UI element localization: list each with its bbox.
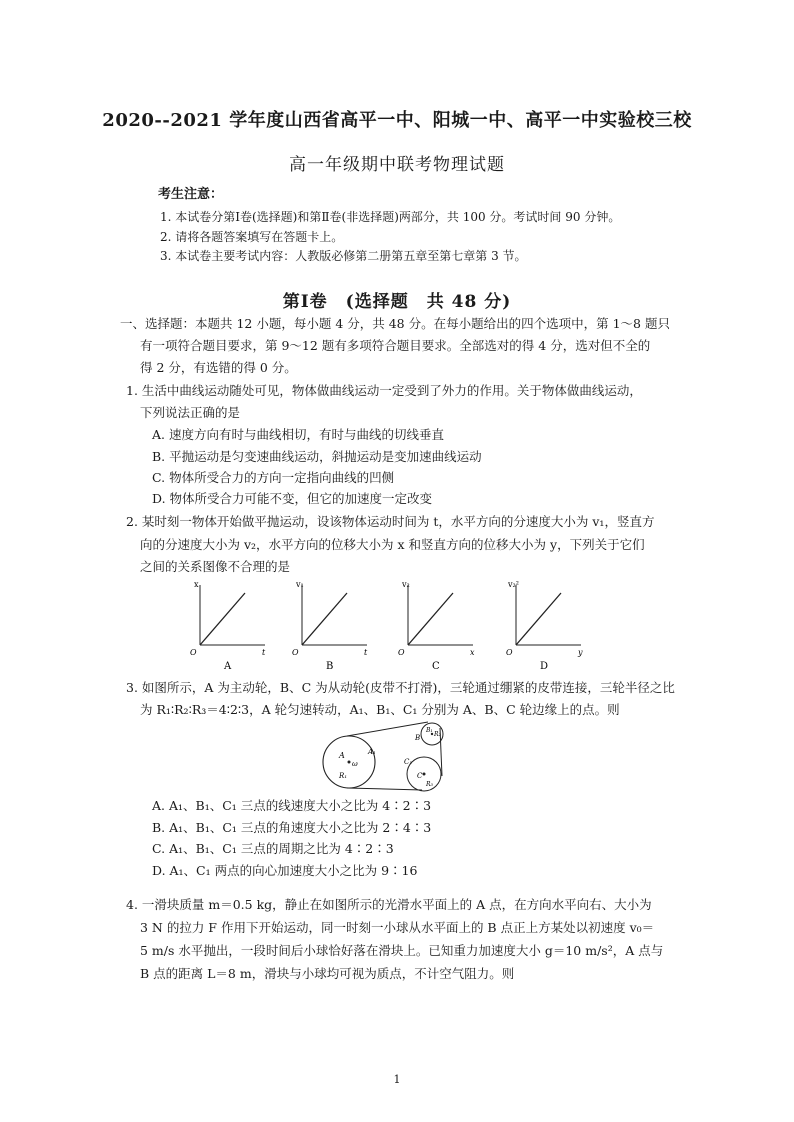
graph-b-ylabel: v₁ [296, 580, 304, 589]
question-1-option-c: C. 物体所受合力的方向一定指向曲线的凹侧 [152, 470, 395, 485]
title-line-2: 高一年级期中联考物理试题 [289, 155, 505, 175]
question-1-option-d: D. 物体所受合力可能不变，但它的加速度一定改变 [152, 491, 433, 506]
graph-d [506, 580, 583, 672]
question-2-stem: 向的分速度大小为 v₂，水平方向的位移大小为 x 和竖直方向的位移大小为 y，下列关于它们 [140, 537, 645, 552]
svg-text:C: C [417, 772, 423, 780]
svg-text:A₁: A₁ [368, 748, 376, 756]
question-3-option-b: B. A₁、B₁、C₁ 三点的角速度大小之比为 2∶4∶3 [152, 820, 432, 835]
svg-text:ω: ω [352, 760, 358, 768]
graph-a-origin: O [190, 648, 197, 657]
graph-c-xlabel: x [470, 648, 475, 657]
question-4-stem: 4. 一滑块质量 m＝0.5 kg，静止在如图所示的光滑水平面上的 A 点，在方向水平向右、大小为 [126, 897, 652, 912]
graph-a-ylabel: x [194, 580, 199, 589]
question-2-stem: 2. 某时刻一物体开始做平抛运动，设该物体运动时间为 t，水平方向的分速度大小为 v₁，竖直方 [126, 514, 655, 529]
question-4-stem: 5 m/s 水平抛出，一段时间后小球恰好落在滑块上。已知重力加速度大小 g＝10 m/s²，A 点与 [140, 943, 664, 958]
question-4-stem: 3 N 的拉力 F 作用下开始运动，同一时刻一小球从水平面上的 B 点正上方某处以初速度 v₀＝ [140, 920, 655, 935]
graph-d-origin: O [506, 648, 513, 657]
graph-b-origin: O [292, 648, 299, 657]
svg-text:C₁: C₁ [404, 758, 413, 766]
section-instruction: 得 2 分，有选错的得 0 分。 [140, 360, 297, 375]
graph-a-xlabel: t [262, 648, 266, 657]
notice-item: 3. 本试卷主要考试内容：人教版必修第二册第五章至第七章第 3 节。 [160, 249, 527, 263]
graph-d-letter: D [540, 661, 549, 672]
graph-c-ylabel: v₂ [402, 580, 410, 589]
title-line-1: 2020--2021 学年度山西省高平一中、阳城一中、高平一中实验校三校 [102, 110, 692, 131]
svg-text:B: B [415, 734, 421, 742]
question-1-stem: 1. 生活中曲线运动随处可见，物体做曲线运动一定受到了外力的作用。关于物体做曲线运动， [126, 383, 642, 398]
notice-heading: 考生注意： [158, 187, 224, 202]
question-3-option-a: A. A₁、B₁、C₁ 三点的线速度大小之比为 4∶2∶3 [152, 798, 432, 813]
question-3-option-c: C. A₁、B₁、C₁ 三点的周期之比为 4∶2∶3 [152, 841, 394, 856]
svg-text:R₁: R₁ [339, 772, 348, 780]
section-instruction: 有一项符合题目要求，第 9～12 题有多项符合题目要求。全部选对的得 4 分，选对但不全的 [140, 338, 651, 353]
graph-b-xlabel: t [364, 648, 368, 657]
graph-d-ylabel: v₂² [508, 580, 519, 589]
question-3-stem: 为 R₁∶R₂∶R₃＝4∶2∶3，A 轮匀速转动，A₁、B₁、C₁ 分别为 A、B、C 轮边缘上的点。则 [140, 702, 620, 717]
question-3-option-d: D. A₁、C₁ 两点的向心加速度大小之比为 9∶16 [152, 863, 418, 878]
graph-c-origin: O [398, 648, 405, 657]
notice-item: 2. 请将各题答案填写在答题卡上。 [160, 230, 344, 244]
question-1-option-a: A. 速度方向有时与曲线相切，有时与曲线的切线垂直 [152, 427, 444, 442]
graph-a [190, 580, 266, 672]
graph-d-xlabel: y [578, 648, 583, 657]
svg-text:R₃: R₃ [426, 781, 433, 788]
question-2-graphs [180, 575, 600, 675]
graph-b-letter: B [326, 661, 334, 672]
graph-a-letter: A [224, 661, 232, 672]
graph-b [292, 580, 368, 672]
question-1-stem: 下列说法正确的是 [140, 405, 241, 420]
question-2-stem: 之间的关系图像不合理的是 [140, 559, 291, 574]
svg-text:B₁: B₁ [426, 727, 433, 734]
question-3-stem: 3. 如图所示，A 为主动轮，B、C 为从动轮(皮带不打滑)，三轮通过绷紧的皮带连接，三轮半径之比 [126, 680, 675, 695]
svg-text:A: A [339, 751, 345, 760]
question-1-option-b: B. 平抛运动是匀变速曲线运动，斜抛运动是变加速曲线运动 [152, 449, 482, 464]
question-4-stem: B 点的距离 L＝8 m，滑块与小球均可视为质点，不计空气阻力。则 [140, 966, 515, 981]
graph-c [398, 580, 475, 672]
notice-item: 1. 本试卷分第Ⅰ卷(选择题)和第Ⅱ卷(非选择题)两部分，共 100 分。考试时间 90 分钟。 [160, 210, 621, 224]
graph-c-letter: C [432, 661, 440, 672]
pulley-figure [322, 718, 458, 794]
svg-text:R₂: R₂ [434, 731, 441, 738]
page-number: 1 [393, 1073, 401, 1086]
section-instruction: 一、选择题：本题共 12 小题，每小题 4 分，共 48 分。在每小题给出的四个选项中，第 1～8 题只 [120, 316, 670, 331]
part-heading: 第Ⅰ卷 (选择题 共 48 分) [282, 292, 512, 312]
